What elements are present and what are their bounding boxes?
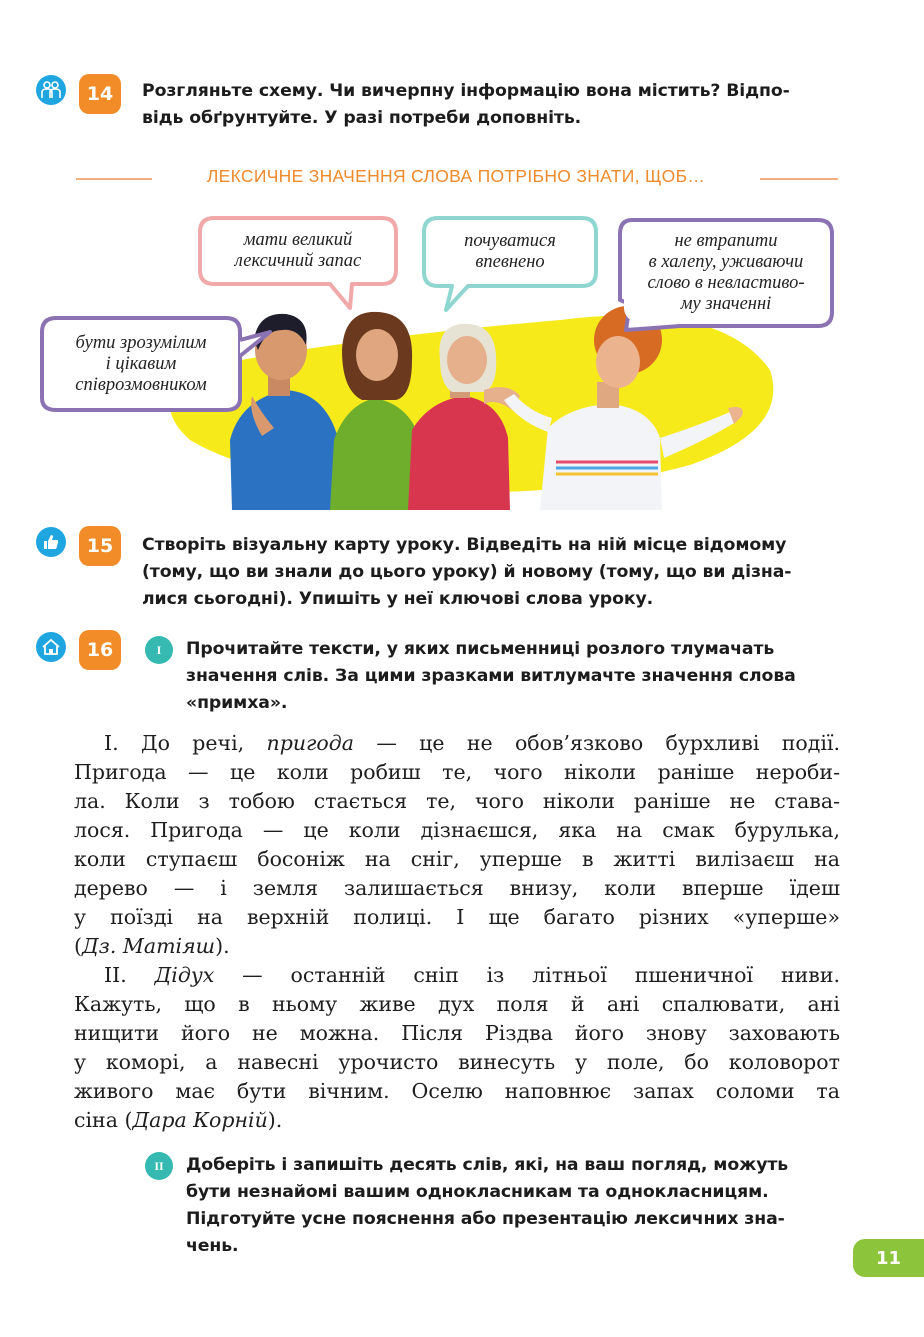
- task-16-part1-text: [186, 636, 796, 717]
- bubble-line: співрозмовником: [75, 374, 207, 395]
- bubble-line: впевнено: [475, 252, 545, 272]
- text-fragment: сіна (: [74, 1108, 133, 1132]
- text-fragment: І. До речі,: [104, 731, 267, 755]
- text-fragment: ).: [267, 1108, 283, 1132]
- bubble-line: бути зрозумілим: [75, 332, 207, 353]
- task-16-line: Доберіть і запишіть десять слів, які, на ваш погляд, можуть: [186, 1155, 789, 1175]
- speech-bubble-confident: [428, 222, 592, 282]
- text-line: [74, 1106, 840, 1135]
- task-16-line: Підготуйте усне пояснення або презентацію лексичних зна-: [186, 1209, 785, 1229]
- task-15-line: лися сьогодні). Упишіть у неї ключові слова уроку.: [142, 589, 654, 609]
- text-line: у поїзді на верхній полиці. І ще багато різних «уперше»: [74, 905, 840, 929]
- text-fragment: — останній сніп із літньої пшеничної ниви.: [214, 963, 840, 987]
- task-15-line: (тому, що ви знали до цього уроку) й новому (тому, що ви дізна-: [142, 562, 792, 582]
- bubble-line: слово в невластиво-: [647, 273, 805, 293]
- text-line: [74, 932, 840, 961]
- text-line: ла. Коли з тобою стається те, чого ніколи раніше не става-: [74, 789, 840, 813]
- text-line: Кажуть, що в ньому живе дух поля й ані спалювати, ані: [74, 992, 840, 1016]
- task-16-part2-text: [186, 1152, 788, 1260]
- bubble-line: лексичний запас: [234, 251, 362, 271]
- task-16-line: бути незнайомі вашим однокласникам та однокласницям.: [186, 1182, 769, 1202]
- bubble-line: і цікавим: [105, 353, 177, 374]
- text-line: коли ступаєш босоніж на сніг, уперше в житті вилізаєш на: [74, 847, 840, 871]
- thumbs-up-icon: [36, 527, 66, 557]
- text-line: Пригода — це коли робиш те, чого ніколи раніше нероби-: [74, 760, 840, 784]
- text-line: дерево — і земля залишається внизу, коли вперше їдеш: [74, 876, 840, 900]
- task-15-text: [142, 532, 791, 613]
- task-number-15: 15: [79, 526, 121, 566]
- bubble-line: мати великий: [243, 230, 353, 250]
- text-fragment: ІІ.: [104, 963, 155, 987]
- part-two-badge: II: [145, 1152, 173, 1180]
- task-16-line: «примха».: [186, 693, 288, 713]
- task-16-line: Прочитайте тексти, у яких письменниці розлого тлумачать: [186, 639, 775, 659]
- task-15-line: Створіть візуальну карту уроку. Відведіть на ній місце відомому: [142, 535, 787, 555]
- text-line: нищити його не можна. Після Різдва його знову заховають: [74, 1021, 840, 1045]
- task-16-line: значення слів. За цими зразками витлумачте значення слова: [186, 666, 796, 686]
- text-line: [74, 961, 840, 990]
- text-fragment: (: [74, 934, 82, 958]
- part-one-badge: I: [145, 636, 173, 664]
- task-number-14: 14: [79, 74, 121, 114]
- text-fragment: ).: [215, 934, 230, 958]
- scheme-heading: ЛЕКСИЧНЕ ЗНАЧЕННЯ СЛОВА ПОТРІБНО ЗНАТИ, ЩОБ…: [206, 166, 706, 186]
- defined-word: пригода: [266, 731, 354, 755]
- author-name: Дз. Матіяш: [82, 934, 216, 958]
- speech-bubble-interlocutor: [46, 322, 236, 406]
- reading-text: [74, 729, 840, 1135]
- text-fragment: — це не обов’язково бурхливі події.: [353, 731, 840, 755]
- speech-bubble-vocabulary: [204, 222, 392, 280]
- bubble-line: не втрапити: [674, 231, 778, 251]
- home-icon: [36, 632, 66, 662]
- task-14-line: відь обґрунтуйте. У разі потреби доповніть.: [142, 108, 582, 128]
- text-line: у коморі, а навесні урочисто винесуть у поле, бо коловорот: [74, 1050, 840, 1074]
- task-14-line: Розгляньте схему. Чи вичерпну інформацію вона містить? Відпо-: [142, 81, 790, 101]
- speech-bubble-trouble: [624, 224, 828, 322]
- bubble-line: в халепу, уживаючи: [648, 252, 804, 272]
- text-line: живого має бути вічним. Оселю наповнює запах соломи та: [74, 1079, 840, 1103]
- page-number: 11: [853, 1239, 924, 1277]
- author-name: Дара Корній: [132, 1108, 268, 1132]
- text-line: лося. Пригода — це коли дізнаєшся, яка на смак бурулька,: [74, 818, 840, 842]
- task-16-line: чень.: [186, 1236, 239, 1256]
- text-line: [74, 729, 840, 758]
- task-number-16: 16: [79, 630, 121, 670]
- bubble-line: почуватися: [464, 231, 556, 251]
- defined-word: Дідух: [154, 963, 215, 987]
- bubble-line: му значенні: [680, 294, 772, 314]
